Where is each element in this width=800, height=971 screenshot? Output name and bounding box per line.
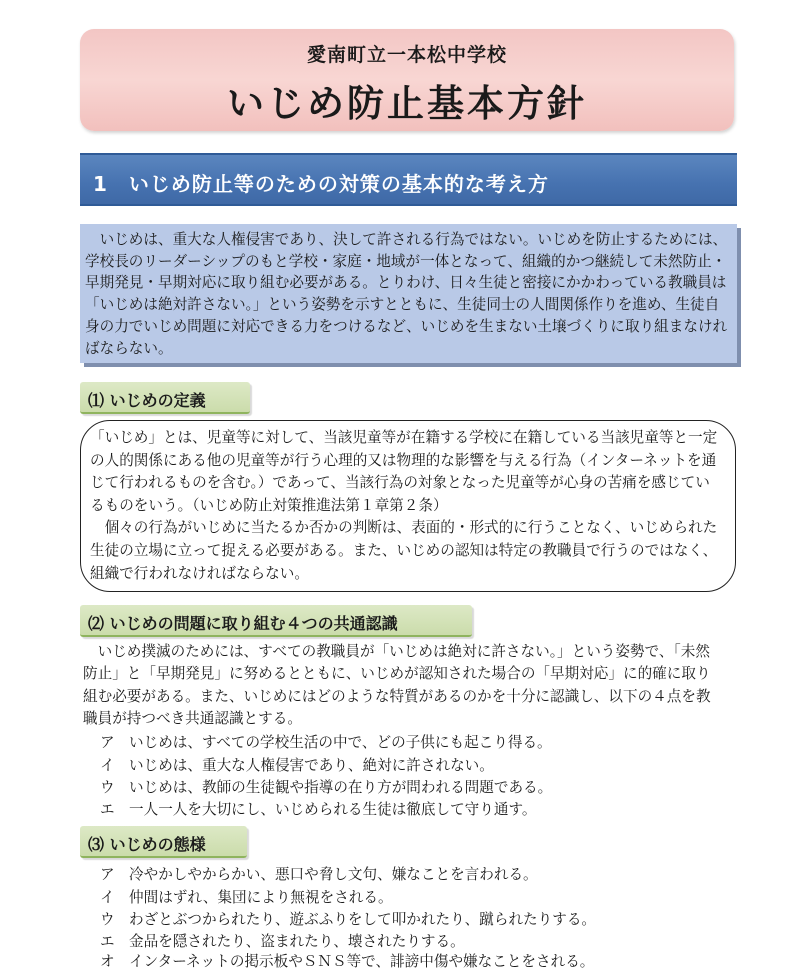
item-text: 仲間はずれ、集団により無視をされる。 xyxy=(129,889,393,906)
item-text: 一人一人を大切にし、いじめられる生徒は徹底して守り通す。 xyxy=(129,801,537,818)
school-name: 愛南町立一本松中学校 xyxy=(306,44,507,66)
forms-item xyxy=(100,863,538,884)
section-1-title: 1 いじめ防止等のための対策の基本的な考え方 xyxy=(93,172,549,196)
recognition-heading-label: ⑵ いじめの問題に取り組む４つの共通認識 xyxy=(88,614,398,633)
definition-box xyxy=(80,420,736,592)
item-text: わざとぶつかられたり、遊ぶふりをして叩かれたり、蹴られたりする。 xyxy=(129,911,597,928)
item-mark: ア xyxy=(100,866,115,883)
intro-paragraph: いじめは、重大な人権侵害であり、決して許される行為ではない。いじめを防止するためには、学校長のリーダーシップのもと学校・家庭・地域が一体となって、組織的かつ継続して未然防止・早期発見・早期対応に取り組む必要がある。とりわけ、日々生徒と密接にかかわっている教職員は「いじめは絶対許さない。」という姿勢を示すとともに、生徒同士の人間関係作りを進め、生徒自身の力でいじめ問題に対応できる力をつけるなど、いじめを生まない土壌づくりに取り組まなければならない。 xyxy=(85,231,728,357)
forms-item xyxy=(100,930,465,951)
item-text: インターネットの掲示板やＳＮＳ等で、誹謗中傷や嫌なことをされる。 xyxy=(129,953,595,970)
recognition-item xyxy=(100,798,536,819)
forms-heading-label: ⑶ いじめの態様 xyxy=(88,835,206,854)
intro-box xyxy=(80,224,737,363)
item-mark: ウ xyxy=(100,779,115,796)
definition-judgement-paragraph: 個々の行為がいじめに当たるか否かの判断は、表面的・形式的に行うことなく、いじめられた生徒の立場に立って捉える必要がある。また、いじめの認知は特定の教職員で行うのではなく、組織で行われなければならない。 xyxy=(90,519,718,582)
item-mark: ウ xyxy=(100,911,115,928)
forms-item xyxy=(100,908,596,929)
definition-paragraph: 「いじめ」とは、児童等に対して、当該児童等が在籍する学校に在籍している当該児童等と一定の人的関係にある他の児童等が行う心理的又は物理的な影響を与える行為（インターネットを通じて行われるものを含む。）であって、当該行為の対象となった児童等が心身の苦痛を感じているものをいう。（いじめ防止対策推進法第１章第２条） xyxy=(90,429,718,514)
item-text: 金品を隠されたり、盗まれたり、壊されたりする。 xyxy=(129,933,465,950)
item-text: 冷やかしやからかい、悪口や脅し文句、嫌なことを言われる。 xyxy=(129,866,538,883)
item-text: いじめは、教師の生徒観や指導の在り方が問われる問題である。 xyxy=(129,779,553,796)
definition-heading xyxy=(80,382,250,414)
item-mark: ア xyxy=(100,734,115,751)
item-text: いじめは、重大な人権侵害であり、絶対に許されない。 xyxy=(129,757,494,774)
item-mark: エ xyxy=(100,933,115,950)
forms-item xyxy=(100,886,393,907)
definition-heading-label: ⑴ いじめの定義 xyxy=(88,391,206,410)
forms-heading xyxy=(80,826,247,858)
recognition-item xyxy=(100,776,552,797)
item-mark: オ xyxy=(100,953,115,970)
recognition-lead: いじめ撲滅のためには、すべての教職員が「いじめは絶対に許さない。」という姿勢で、「未然防止」と「早期発見」に努めるとともに、いじめが認知された場合の「早期対応」に的確に取り組む必要がある。また、いじめにはどのような特質があるのかを十分に認識し、以下の４点を教職員が持つべき共通認識とする。 xyxy=(83,643,711,727)
recognition-heading xyxy=(80,605,472,637)
item-mark: イ xyxy=(100,889,115,906)
item-mark: エ xyxy=(100,801,115,818)
page-title: いじめ防止基本方針 xyxy=(227,82,587,125)
recognition-item xyxy=(100,731,552,752)
item-text: いじめは、すべての学校生活の中で、どの子供にも起こり得る。 xyxy=(129,734,552,751)
section-1-header xyxy=(80,153,737,206)
title-banner xyxy=(80,29,734,131)
recognition-item xyxy=(100,754,494,775)
item-mark: イ xyxy=(100,757,115,774)
